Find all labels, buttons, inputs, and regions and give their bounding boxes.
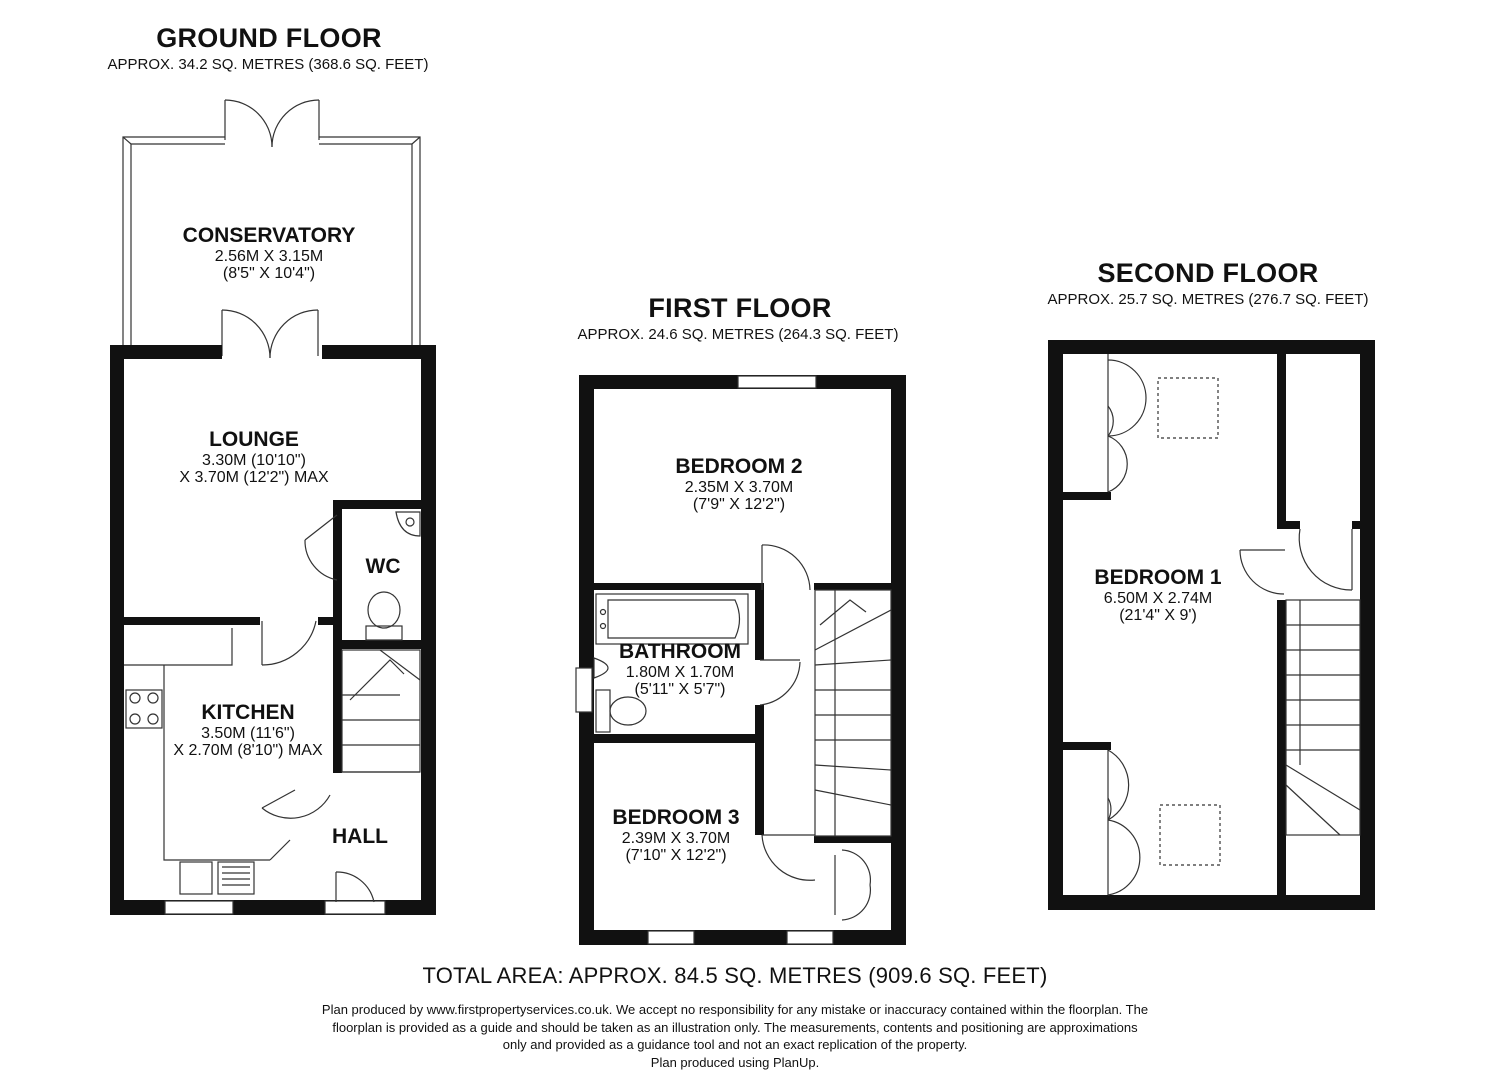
first-floor-title: FIRST FLOOR <box>648 293 832 323</box>
disclaimer-line: floorplan is provided as a guide and should be taken as an illustration only. The measurements, contents and positioning are approximations <box>332 1019 1138 1035</box>
room-name: CONSERVATORY <box>182 224 356 247</box>
bathroom-cistern <box>596 690 610 732</box>
room-lounge <box>179 428 328 486</box>
second-floor-title: SECOND FLOOR <box>1097 258 1319 288</box>
bath <box>596 594 748 644</box>
bathroom-toilet <box>610 697 646 725</box>
room-dimensions-imperial: (8'5" X 10'4") <box>222 265 316 282</box>
kitchen-window <box>165 901 233 914</box>
room-name: BATHROOM <box>618 640 742 663</box>
hall-front-door-gap <box>325 901 385 914</box>
kitchen-worktop-side <box>164 665 270 860</box>
room-dimensions-imperial: X 2.70M (8'10") MAX <box>173 742 323 759</box>
bedroom3-window-left <box>648 931 694 944</box>
room-bedroom-3 <box>612 806 739 864</box>
room-dimensions-metric: 2.35M X 3.70M <box>684 479 794 496</box>
room-conservatory <box>183 224 356 282</box>
room-bathroom <box>619 640 741 698</box>
room-dimensions-imperial: X 3.70M (12'2") MAX <box>179 469 329 486</box>
room-bedroom-2 <box>675 455 802 513</box>
room-dimensions-imperial: (5'11" X 5'7") <box>634 681 726 698</box>
room-name: KITCHEN <box>201 701 295 724</box>
second-floor-area: APPROX. 25.7 SQ. METRES (276.7 SQ. FEET) <box>1047 291 1369 308</box>
skylight-bottom <box>1160 805 1220 865</box>
bathroom-basin <box>594 658 608 678</box>
second-staircase <box>1286 600 1360 835</box>
room-dimensions-metric: 6.50M X 2.74M <box>1103 590 1213 607</box>
wc-basin <box>396 512 420 536</box>
disclaimer-line: Plan produced using PlanUp. <box>650 1054 820 1070</box>
room-name: BEDROOM 3 <box>612 806 740 829</box>
first-staircase <box>815 590 891 836</box>
room-dimensions-metric: 3.50M (11'6") <box>201 725 295 742</box>
disclaimer <box>235 1001 1235 1071</box>
disclaimer-line: Plan produced by www.firstpropertyservices.co.uk. We accept no responsibility for any mistake or inaccuracy contained within the floorplan. The <box>321 1002 1149 1017</box>
first-floor-area: APPROX. 24.6 SQ. METRES (264.3 SQ. FEET) <box>577 326 899 343</box>
room-kitchen <box>173 701 322 759</box>
room-hall <box>332 825 388 849</box>
ground-staircase <box>342 650 420 772</box>
room-dimensions-metric: 2.39M X 3.70M <box>621 830 731 847</box>
room-name: LOUNGE <box>209 428 299 451</box>
lounge-french-doors <box>222 310 318 358</box>
disclaimer-line: only and provided as a guidance tool and not an exact replication of the property. <box>502 1037 968 1052</box>
bedroom3-window-right <box>787 931 833 944</box>
room-name: BEDROOM 1 <box>1094 566 1222 589</box>
kitchen-worktop-top <box>124 628 232 665</box>
room-dimensions-imperial: (7'9" X 12'2") <box>692 496 786 513</box>
room-wc <box>366 555 401 579</box>
room-bedroom-1 <box>1094 566 1221 624</box>
room-dimensions-metric: 3.30M (10'10") <box>202 452 306 469</box>
room-name: HALL <box>332 825 388 848</box>
ground-floor-title: GROUND FLOOR <box>156 23 382 53</box>
conservatory-french-doors <box>225 100 319 147</box>
room-dimensions-metric: 1.80M X 1.70M <box>625 664 735 681</box>
room-dimensions-imperial: (21'4" X 9') <box>1119 607 1197 624</box>
ground-floor-area: APPROX. 34.2 SQ. METRES (368.6 SQ. FEET) <box>107 56 429 73</box>
kitchen-sink <box>180 862 212 894</box>
total-area: TOTAL AREA: APPROX. 84.5 SQ. METRES (909.6 SQ. FEET) <box>422 963 1048 988</box>
bedroom2-window <box>738 376 816 388</box>
room-name: WC <box>365 555 401 578</box>
room-name: BEDROOM 2 <box>675 455 803 478</box>
skylight-top <box>1158 378 1218 438</box>
bathroom-window <box>576 668 592 712</box>
room-dimensions-metric: 2.56M X 3.15M <box>214 248 324 265</box>
room-dimensions-imperial: (7'10" X 12'2") <box>625 847 727 864</box>
wc-toilet <box>368 592 400 628</box>
